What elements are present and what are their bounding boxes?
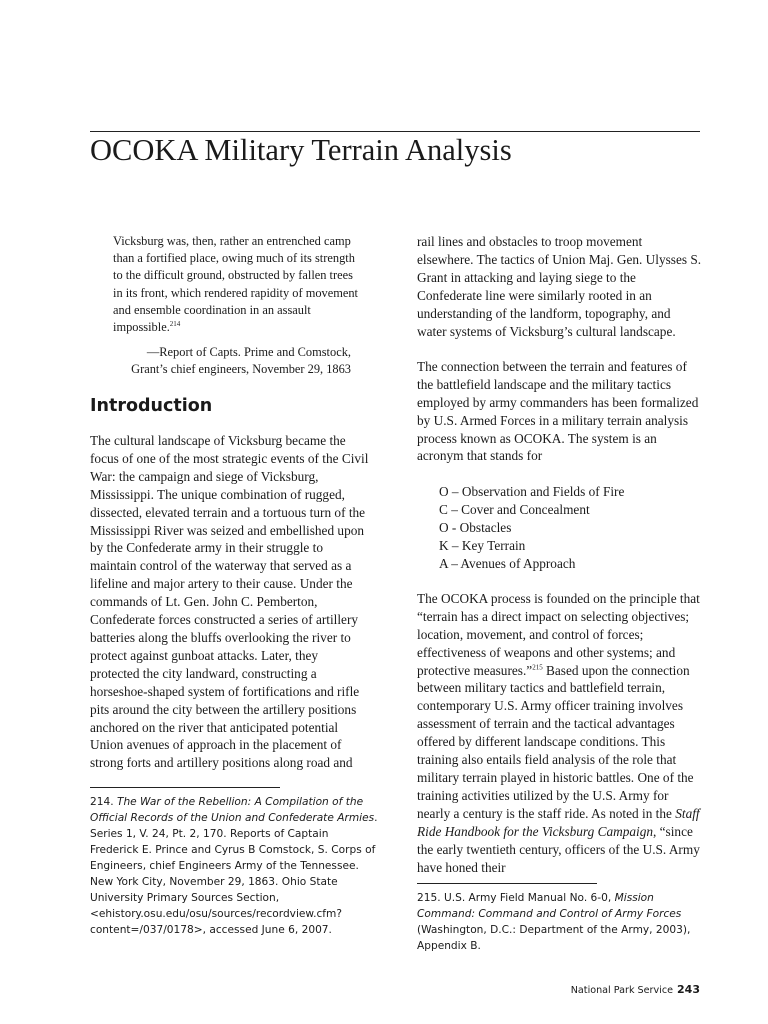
left-paragraph: The cultural landscape of Vicksburg became the focus of one of the most strategic events of the Civil War: the campaign and siege of Vicksburg, Mississippi. The unique combination of rugged, dissected, elevated terrain and a tortuous turn of the Mississippi River was seized and embellished upon by the Confederate army in their struggle to maintain control of the waterway that served as a lifeline and major artery to their cause. Under the commands of Lt. Gen. John C. Pemberton, Confederate forces constructed a series of artillery batteries along the bluffs overlooking the river to protect against gunboat attacks. Later, they protected the city landward, constructing a horseshoe-shaped system of fortifications and rifle pits around the city between the artillery positions anchored on the river that anticipated potential Union avenues of approach in the placement of strong forts and artillery positions along road and [90,433,369,771]
right-column-body [417,233,702,876]
footnote-ref-214[interactable]: 214 [169,319,181,328]
page-number: 243 [677,983,700,996]
handbook-title: Staff Ride Handbook for the Vicksburg Campaign [417,805,700,839]
footnote-214-title: The War of the Rebellion: A Compilation of the Official Records of the Union and Confederate Armies [90,796,375,824]
footnote-214 [90,794,380,938]
attribution-line-1: —Report of Capts. Prime and Comstock, [146,345,351,359]
list-item: K – Key Terrain [439,537,526,553]
ocoka-list [417,483,702,573]
page-title: OCOKA Military Terrain Analysis [90,133,512,167]
footnote-215-text-b: (Washington, D.C.: Department of the Army, 2003), Appendix B. [417,924,691,952]
list-item: O - Obstacles [439,519,512,535]
right-paragraph-3-a: The OCOKA process is founded on the principle that “terrain has a direct impact on selecting objectives; location, movement, and control of forces; effectiveness of weapons and other systems; and protective measures.” [417,590,700,678]
right-paragraph-3 [417,590,702,877]
footnote-divider-left [90,787,280,788]
footnote-215-title: Mission Command: Command and Control of Army Forces [417,892,682,920]
list-item: O – Observation and Fields of Fire [439,483,625,499]
footer-label: National Park Service [570,985,674,996]
left-column-body [90,432,370,772]
right-paragraph-1: rail lines and obstacles to troop movement elsewhere. The tactics of Union Maj. Gen. Ulysses S. Grant in attacking and laying siege to the Confederate line were similarly rooted in an understanding of the landform, topography, and water systems of Vicksburg’s cultural landscape. [417,234,702,339]
section-heading: Introduction [90,396,213,416]
footnote-215-number: 215. [417,892,441,904]
footnote-215-text-a: U.S. Army Field Manual No. 6-0, [443,892,615,904]
epigraph-attribution [100,344,351,379]
footnote-214-number: 214. [90,796,114,808]
footnote-divider-right [417,883,597,884]
footnote-ref-215[interactable]: 215 [532,663,543,672]
right-paragraph-2: The connection between the terrain and features of the battlefield landscape and the military tactics employed by army commanders has been formalized by U.S. Armed Forces in a military terrain analysis process known as OCOKA. The system is an acronym that stands for [417,358,699,464]
epigraph-quote-text: Vicksburg was, then, rather an entrenched camp than a fortified place, owing much of its strength to the difficult ground, obstructed by fallen trees in its front, which rendered rapidity of movement and ensemble coordination in an assault impossible. [113,234,358,335]
epigraph-quote [113,233,363,336]
list-item: C – Cover and Concealment [439,501,590,517]
attribution-line-2: Grant’s chief engineers, November 29, 1863 [131,362,351,377]
right-paragraph-3-b: Based upon the connection between military tactics and battlefield terrain, contemporary U.S. Army officer training involves assessment of terrain and the tactical advantages offered by different landscape conditions. This training also entails field analysis of the role that military terrain played in historic battles. One of the training activities utilized by the U.S. Army for nearly a century is the staff ride. As noted in the [417,662,694,821]
footnote-215 [417,890,707,954]
right-paragraph-3-c: , “since the early twentieth century, officers of the U.S. Army have honed their [417,823,700,875]
footnote-214-text: . Series 1, V. 24, Pt. 2, 170. Reports of Captain Frederick E. Prince and Cyrus B Comstock, S. Corps of Engineers, chief Engineers Army of the Tennessee. New York City, November 29, 1863. Ohio State University Primary Sources Section, <ehistory.osu.edu/osu/sources/recordview.cfm?content=/037/0178>, accessed June 6, 2007. [90,812,378,936]
page-footer [571,983,700,996]
list-item: A – Avenues of Approach [439,555,576,571]
